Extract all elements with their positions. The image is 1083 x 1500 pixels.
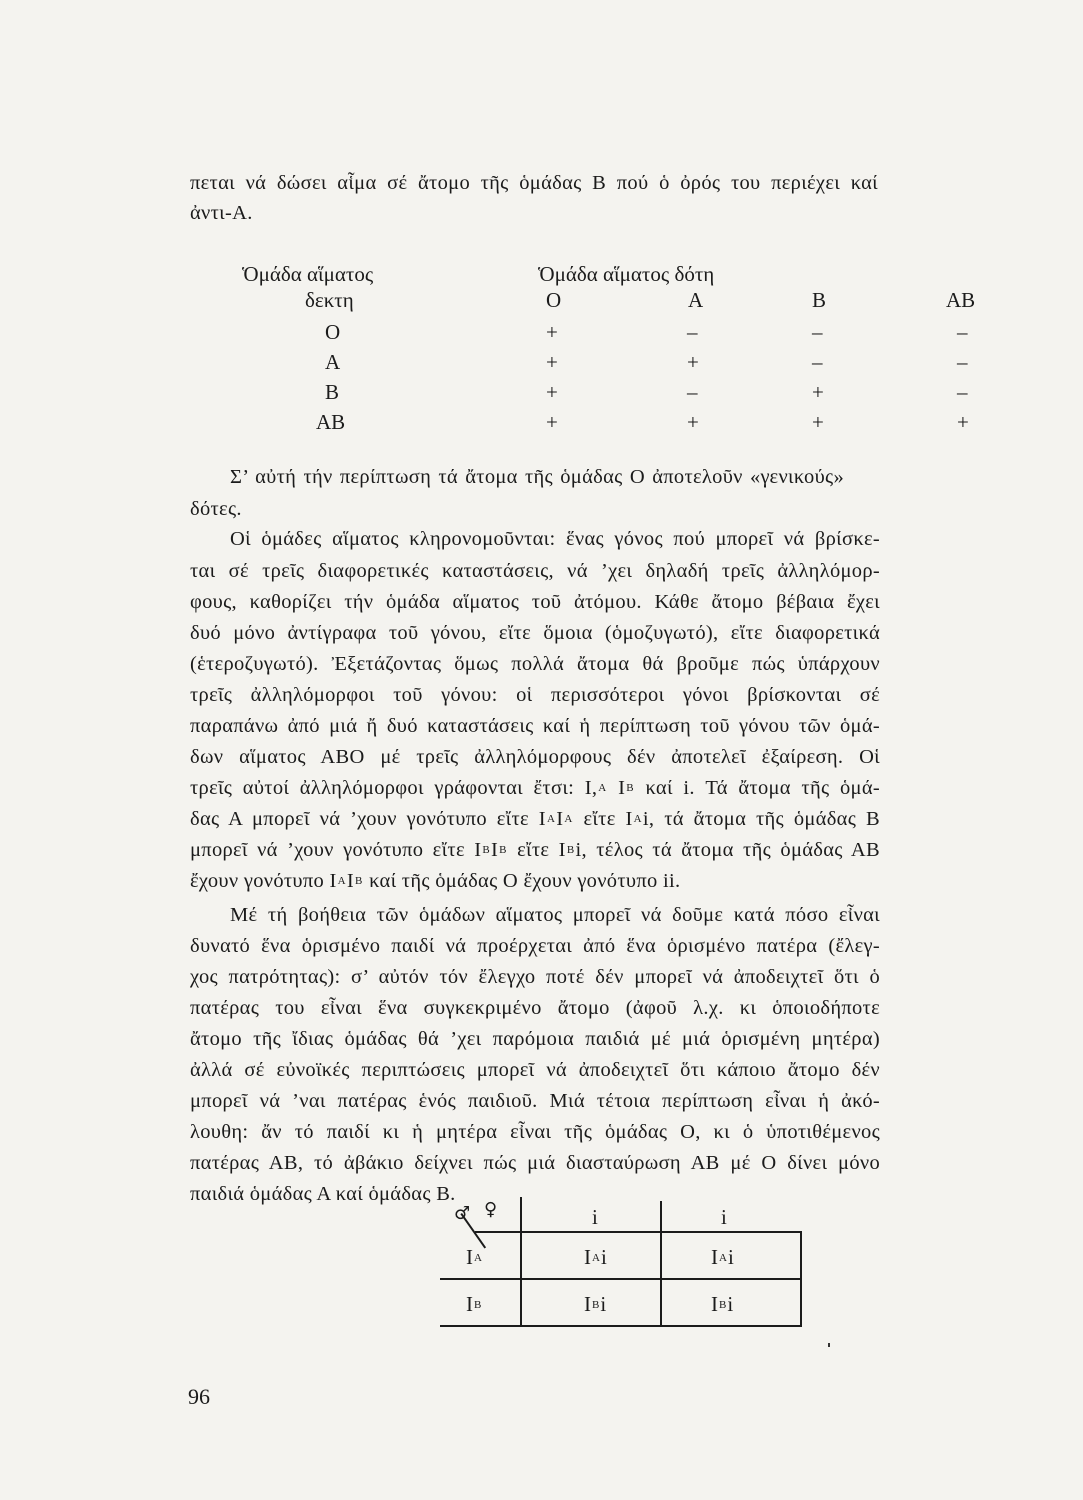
text-line: δας Α μπορεῖ νά ’χουν γονότυπο εἴτε $I^AI^A$ εἴτε $I^Ai$, τά ἄτομα τῆς ὁμάδας Β [190,808,880,830]
table-cell: – [957,380,968,404]
text-line: μπορεῖ νά ’χουν γονότυπο εἴτε $I^BI^B$ εἴτε $I^Bi$, τέλος τά ἄτομα τῆς ὁμάδας ΑΒ [190,839,881,861]
grid-line [440,1278,802,1280]
text-line: ἀντι-Α. [190,202,253,224]
column-header: O [546,288,562,312]
text-line: τρεῖς αὐτοί ἀλληλόμορφοι γράφονται ἔτσι: I,$^A$ $I^B$ καί i. Τά ἄτομα τῆς ὁμά- [190,777,880,799]
column-header: AB [946,288,976,312]
print-speck [828,1343,830,1347]
table-cell: + [687,350,699,374]
table-cell: – [957,320,968,344]
donor-header: Ὁμάδα αἵματος δότη [538,262,715,286]
row-group: A [325,350,341,374]
text-line: ἔχουν γονότυπο $I^AI^B$ καί τῆς ὁμάδας Ο ἔχουν γονότυπο ii. [190,870,681,892]
female-symbol-icon: ♀ [484,1199,498,1220]
text-line: δων αἵματος ΑΒΟ μέ τρεῖς ἀλληλόμορφους δέν ἀποτελεῖ ἐξαίρεση. Οἱ [190,746,880,768]
table-cell: + [546,410,558,434]
column-header: A [688,288,704,312]
table-cell: + [546,380,558,404]
text-line: μπορεῖ νά ’ναι πατέρας ἑνός παιδιοῦ. Μιά τέτοια περίπτωση εἶναι ἡ ἀκό- [190,1090,880,1112]
text-line: φους, καθορίζει τήν ὁμάδα αἵματος τοῦ ἀτόμου. Κάθε ἄτομο βέβαια ἔχει [190,591,880,613]
genotype-cell: $I^Bi$ [711,1292,734,1316]
text-line: παιδιά ὁμάδας Α καί ὁμάδας Β. [190,1183,456,1205]
table-cell: – [687,320,698,344]
text-line: (ἑτεροζυγωτό). Ἐξετάζοντας ὅμως πολλά ἄτομα θά βροῦμε πώς ὑπάρχουν [190,653,880,675]
row-group: O [325,320,341,344]
text-line: χος πατρότητας): σ’ αὐτόν τόν ἔλεγχο ποτέ δέν μπορεῖ νά ἀποδειχτεῖ ὅτι ὁ [190,966,880,988]
table-cell: + [546,320,558,344]
row-header: $I^A$ [466,1245,482,1269]
recipient-header: Ὁμάδα αἵματος [242,262,374,286]
column-header: i [592,1205,598,1229]
grid-line [800,1231,802,1327]
page-number: 96 [188,1384,210,1409]
genotype-cell: $I^Ai$ [711,1245,734,1269]
table-cell: + [812,380,824,404]
male-symbol-icon: ♂ [454,1203,471,1224]
text-line: παραπάνω ἀπό μιά ἤ δυό καταστάσεις καί ἡ περίπτωση τοῦ γόνου τῶν ὁμά- [190,715,880,737]
text-line: Σ’ αὐτή τήν περίπτωση τά ἄτομα τῆς ὁμάδας Ο ἀποτελοῦν «γενικούς» [230,466,844,488]
text-line: ται σέ τρεῖς διαφορετικές καταστάσεις, νά ’χει δηλαδή τρεῖς ἀλληλόμορ- [190,560,880,582]
grid-line [520,1197,522,1327]
text-line: ἀλλά σέ εὐνοϊκές περιπτώσεις μπορεῖ νά ἀποδειχτεῖ ὅτι κάποιο ἄτομο δέν [190,1059,880,1081]
text-line: Μέ τή βοήθεια τῶν ὁμάδων αἵματος μπορεῖ νά δοῦμε κατά πόσο εἶναι [230,904,880,926]
genotype-cell: $I^Ai$ [584,1245,607,1269]
text-line: τρεῖς ἀλληλόμορφοι τοῦ γόνου: οἱ περισσότεροι γόνοι βρίσκονται σέ [190,684,880,706]
table-cell: – [957,350,968,374]
grid-line [475,1231,800,1233]
genotype-cell: $I^Bi$ [584,1292,607,1316]
table-cell: – [812,350,823,374]
grid-line [440,1325,802,1327]
text-line: δότες. [190,498,242,520]
recipient-header-2: δεκτη [305,288,354,312]
text-line: δυνατό ἕνα ὁρισμένο παιδί νά προέρχεται ἀπό ἕνα ὁρισμένο πατέρα (ἔλεγ- [190,935,880,957]
column-header: i [721,1205,727,1229]
column-header: B [812,288,827,312]
punnett-square [440,1195,802,1325]
text-line: ἄτομο τῆς ἴδιας ὁμάδας θά ’χει παρόμοια παιδιά μέ μιά ὁρισμένη μητέρα) [190,1028,880,1050]
text-line: πατέρας ΑΒ, τό ἀβάκιο δείχνει πώς μιά διασταύρωση ΑΒ μέ Ο δίνει μόνο [190,1152,880,1174]
text-line: πεται νά δώσει αἷμα σέ ἄτομο τῆς ὁμάδας Β πού ὁ ὀρός του περιέχει καί [190,172,878,194]
row-group: B [325,380,340,404]
text-line: δυό μόνο ἀντίγραφα τοῦ γόνου, εἴτε ὅμοια (ὁμοζυγωτό), εἴτε διαφορετικά [190,622,880,644]
table-cell: + [546,350,558,374]
row-header: $I^B$ [466,1292,482,1316]
table-cell: + [687,410,699,434]
text-line: πατέρας του εἶναι ἕνα συγκεκριμένο ἄτομο (ἀφοῦ λ.χ. κι ὁποιοδήποτε [190,997,880,1019]
grid-line [660,1201,662,1327]
row-group: AB [316,410,346,434]
text-line: λουθη: ἄν τό παιδί κι ἡ μητέρα εἶναι τῆς ὁμάδας Ο, κι ὁ ὑποτιθέμενος [190,1121,880,1143]
text-line: Οἱ ὁμάδες αἵματος κληρονομοῦνται: ἕνας γόνος πού μπορεῖ νά βρίσκε- [230,528,880,550]
table-cell: – [812,320,823,344]
table-cell: – [687,380,698,404]
table-cell: + [812,410,824,434]
table-cell: + [957,410,969,434]
